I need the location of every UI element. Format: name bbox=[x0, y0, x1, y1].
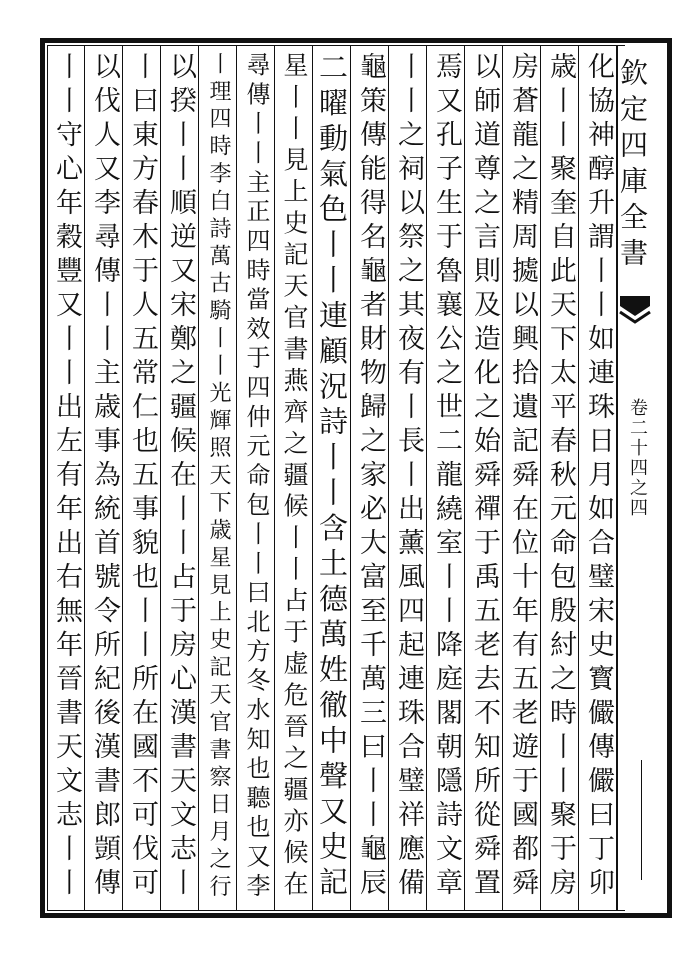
text-column-14: 以伐人又李尋傳丨丨主歳事為統首號令所紀後漢書郎顗傳 bbox=[89, 52, 120, 902]
text-column-2: 歳丨丨聚奎自此天下太平春秋元命包殷紂之時丨丨聚于房 bbox=[545, 52, 576, 902]
text-column-15: 丨丨守心年穀豐又丨丨出左有年出右無年晉書天文志丨丨 bbox=[51, 52, 82, 902]
volume-label: 卷二十四之四 bbox=[627, 398, 648, 518]
book-title: 欽定四庫全書 bbox=[616, 58, 649, 274]
text-column-10: 尋傳丨丨主正四時當效于四仲元命包丨丨曰北方冬水知也聽也又李 bbox=[242, 52, 270, 902]
text-column-12: 以揆丨丨順逆又宋鄭之疆候在丨丨占于房心漢書天文志丨 bbox=[165, 52, 196, 902]
text-column-3: 房蒼龍之精周㨿以興拾遺記舜在位十年有五老遊于國都舜 bbox=[507, 52, 538, 902]
text-column-13: 丨曰東方春木于人五常仁也五事貌也丨丨所在國不可伐可 bbox=[127, 52, 158, 902]
text-column-5: 焉又孔子生于魯襄公之世二龍繞室丨丨降庭閣朝隱詩文章 bbox=[431, 52, 462, 902]
text-column-4: 以師道尊之言則及造化之始舜禪于禹五老去不知所從舜置 bbox=[469, 52, 500, 902]
text-column-7: 龜策傳能得名龜者財物歸之家必大富至千萬三曰丨丨龜辰 bbox=[355, 52, 386, 902]
text-column-9: 星丨丨見上史記天官書燕齊之疆候丨丨占于虚危晉之疆亦候在 bbox=[280, 52, 309, 902]
header-rule bbox=[641, 760, 642, 880]
text-column-11: 丨理四時李白詩萬古騎丨丨光輝照天下歳星見上史記天官書察日月之行 bbox=[206, 52, 231, 902]
text-column-6: 丨丨之祠以祭之其夜有丨長丨出薰風四起連珠合璧祥應備 bbox=[393, 52, 424, 902]
text-column-1: 化協神醇升謂丨丨如連珠日月如合璧宋史寳儼傳儼曰丁卯 bbox=[583, 52, 614, 902]
fish-tail-mark-icon bbox=[618, 292, 652, 326]
text-column-8: 二曜動氣色丨丨連顧況詩丨丨含土德萬姓徹中聲又史記 bbox=[315, 52, 349, 902]
